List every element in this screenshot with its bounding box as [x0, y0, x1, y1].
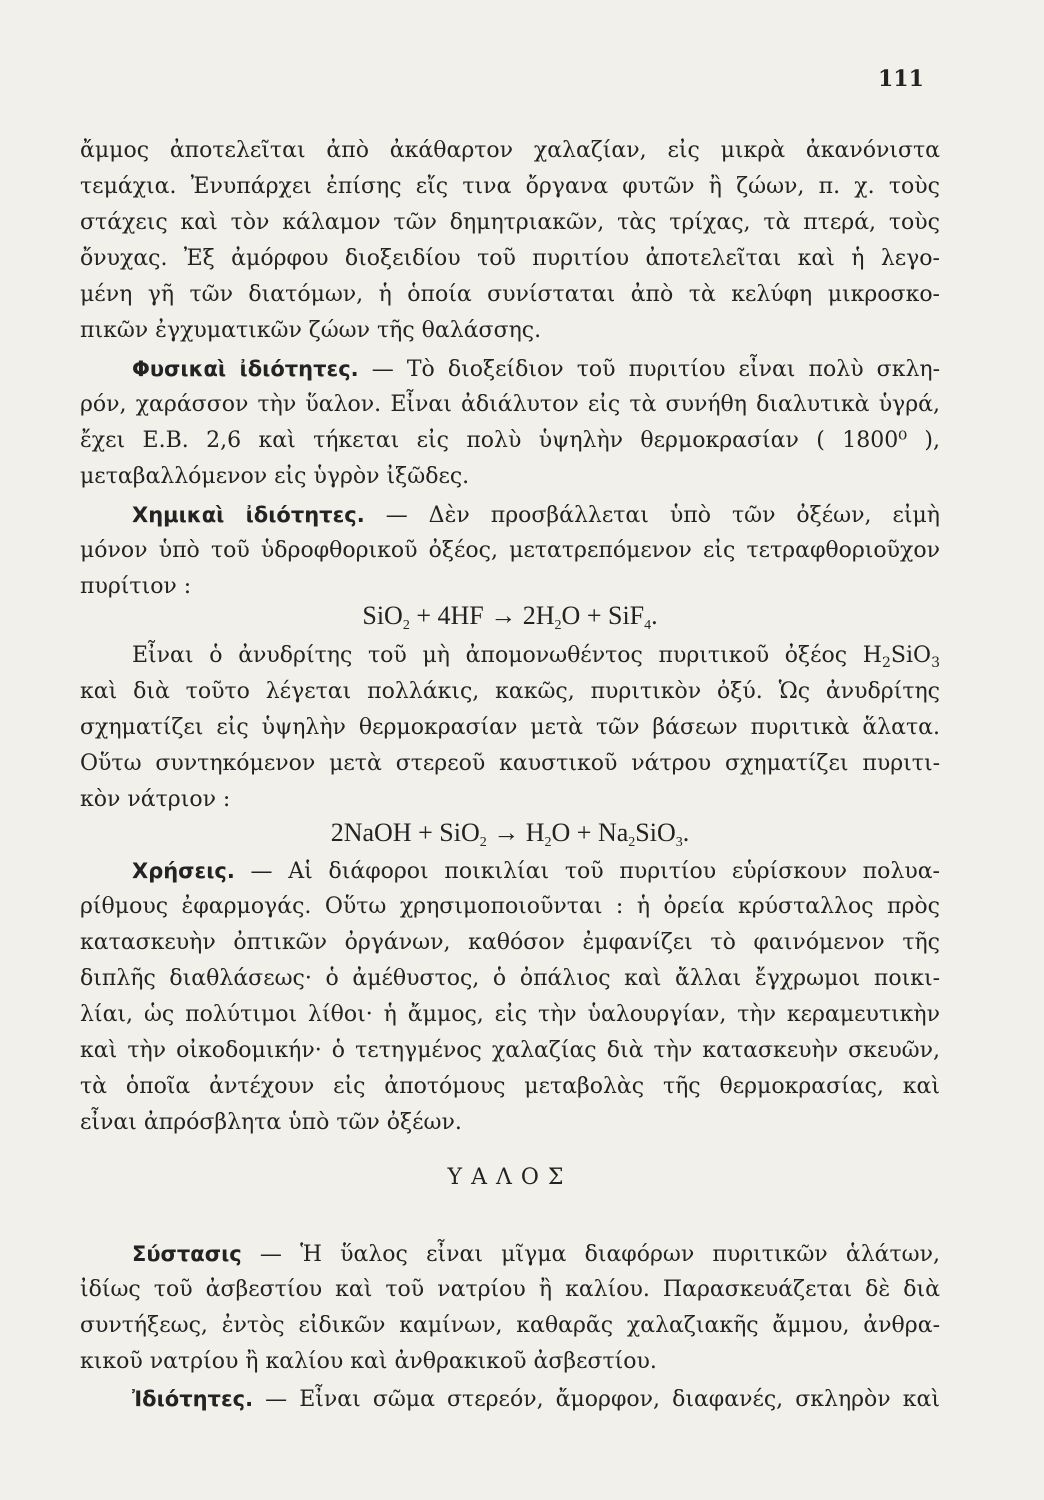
text-line: καὶ τὴν οἰκοδομικήν· ὁ τετηγμένος χαλαζίας διὰ τὴν κατασκευὴν σκευῶν, — [80, 1038, 940, 1063]
chemical-equation: $SiO_2 + 4HF \to 2H_2O + SiF_4$. — [362, 601, 658, 633]
text-line: ἰδίως τοῦ ἀσβεστίου καὶ τοῦ νατρίου ἢ καλίου. Παρασκευάζεται δὲ διὰ — [80, 1277, 940, 1302]
text-line: Φυσικαὶ ἰδιότητες. — Τὸ διοξείδιον τοῦ πυριτίου εἶναι πολὺ σκλη- — [132, 357, 941, 382]
text-line: μεταβαλλόμενον εἰς ὑγρὸν ἰξῶδες. — [80, 464, 470, 489]
chemical-equation: 2NaOH + $SiO_2 \to H_2O + Na_2SiO_3$. — [330, 818, 690, 850]
text-line: ἔχει Ε.Β. 2,6 καὶ τήκεται εἰς πολὺ ὑψηλὴν θερμοκρασίαν ( 1800⁰ ), — [80, 428, 940, 453]
text-line: Εἶναι ὁ ἀνυδρίτης τοῦ μὴ ἀπομονωθέντος πυριτικοῦ ὀξέος $H_2SiO_3$ — [132, 643, 940, 671]
text-line: ἄμμος ἀποτελεῖται ἀπὸ ἀκάθαρτον χαλαζίαν, εἰς μικρὰ ἀκανόνιστα — [80, 138, 940, 163]
text-line: πικῶν ἐγχυματικῶν ζώων τῆς θαλάσσης. — [80, 318, 542, 343]
text-line: λίαι, ὡς πολύτιμοι λίθοι· ἡ ἄμμος, εἰς τὴν ὑαλουργίαν, τὴν κεραμευτικὴν — [80, 1002, 940, 1027]
text-line: Οὕτω συντηκόμενον μετὰ στερεοῦ καυστικοῦ νάτρου σχηματίζει πυριτι- — [80, 751, 940, 776]
equation-sio2-hf — [80, 596, 940, 636]
text-line: πυρίτιον : — [80, 574, 192, 599]
arrow-icon: → — [486, 818, 526, 847]
text-line: ὄνυχας. Ἐξ ἀμόρφου διοξειδίου τοῦ πυριτίου ἀποτελεῖται καὶ ἡ λεγο- — [80, 246, 940, 271]
text-line: Χρήσεις. — Αἱ διάφοροι ποικιλίαι τοῦ πυριτίου εὑρίσκουν πολυα- — [132, 859, 940, 884]
page-number: 111 — [878, 66, 924, 92]
text-line: ρίθμους ἐφαρμογάς. Οὕτω χρησιμοποιοῦνται : ἡ ὀρεία κρύσταλλος πρὸς — [80, 894, 940, 919]
text-line: μόνον ὑπὸ τοῦ ὑδροφθορικοῦ ὀξέος, μετατρεπόμενον εἰς τετραφθοριοῦχον — [80, 538, 940, 563]
text-line: στάχεις καὶ τὸν κάλαμον τῶν δημητριακῶν, τὰς τρίχας, τὰ πτερά, τοὺς — [80, 210, 940, 235]
text-line: Ἰδιότητες. — Εἶναι σῶμα στερεόν, ἄμορφον, διαφανές, σκληρὸν καὶ — [132, 1387, 940, 1412]
text-line: τεμάχια. Ἐνυπάρχει ἐπίσης εἴς τινα ὄργανα φυτῶν ἢ ζώων, π. χ. τοὺς — [80, 174, 940, 199]
text-line: σχηματίζει εἰς ὑψηλὴν θερμοκρασίαν μετὰ τῶν βάσεων πυριτικὰ ἅλατα. — [80, 715, 940, 740]
text-line: καὶ διὰ τοῦτο λέγεται πολλάκις, κακῶς, πυριτικὸν ὀξύ. Ὡς ἀνυδρίτης — [80, 679, 940, 704]
paragraph-anhydride — [80, 638, 940, 818]
heading-properties: Ἰδιότητες. — [132, 1387, 254, 1411]
text-line: Σύστασις — Ἡ ὕαλος εἶναι μῖγμα διαφόρων πυριτικῶν ἁλάτων, — [132, 1242, 940, 1267]
heading-uses: Χρήσεις. — [132, 859, 235, 883]
paragraph-uses — [80, 853, 940, 1141]
heading-composition: Σύστασις — [132, 1242, 242, 1266]
paragraph-sand — [80, 133, 940, 349]
text-line: κικοῦ νατρίου ἢ καλίου καὶ ἀνθρακικοῦ ἀσβεστίου. — [80, 1349, 657, 1374]
paragraph-physical-properties — [80, 351, 940, 495]
section-title-glass — [80, 1158, 940, 1198]
text-line: Χημικαὶ ἰδιότητες. — Δὲν προσβάλλεται ὑπὸ τῶν ὀξέων, εἰμὴ — [132, 503, 940, 528]
text-line: συντήξεως, ἐντὸς εἰδικῶν καμίνων, καθαρᾶς χαλαζιακῆς ἄμμου, ἀνθρα- — [80, 1313, 940, 1338]
heading-physical-properties: Φυσικαὶ ἰδιότητες. — [132, 357, 359, 381]
text-line: κατασκευὴν ὀπτικῶν ὀργάνων, καθόσον ἐμφανίζει τὸ φαινόμενον τῆς — [80, 930, 940, 955]
text-line: εἶναι ἀπρόσβλητα ὑπὸ τῶν ὀξέων. — [80, 1110, 462, 1135]
heading-chemical-properties: Χημικαὶ ἰδιότητες. — [132, 503, 365, 527]
paragraph-chemical-properties — [80, 497, 940, 605]
paragraph-composition — [80, 1236, 940, 1380]
paragraph-properties — [80, 1381, 940, 1417]
equation-naoh-sio2 — [80, 813, 940, 853]
arrow-icon: → — [483, 601, 523, 630]
text-line: κὸν νάτριον : — [80, 787, 231, 812]
text-line: τὰ ὁποῖα ἀντέχουν εἰς ἀποτόμους μεταβολὰς τῆς θερμοκρασίας, καὶ — [80, 1074, 940, 1099]
text-line: μένη γῆ τῶν διατόμων, ἡ ὁποία συνίσταται ἀπὸ τὰ κελύφη μικροσκο- — [80, 282, 940, 307]
text-line: διπλῆς διαθλάσεως· ὁ ἀμέθυστος, ὁ ὀπάλιος καὶ ἄλλαι ἔγχρωμοι ποικι- — [80, 966, 940, 991]
section-title: ΥΑΛΟΣ — [447, 1165, 573, 1190]
text-line: ρόν, χαράσσον τὴν ὕαλον. Εἶναι ἀδιάλυτον εἰς τὰ συνήθη διαλυτικὰ ὑγρά, — [80, 392, 940, 417]
